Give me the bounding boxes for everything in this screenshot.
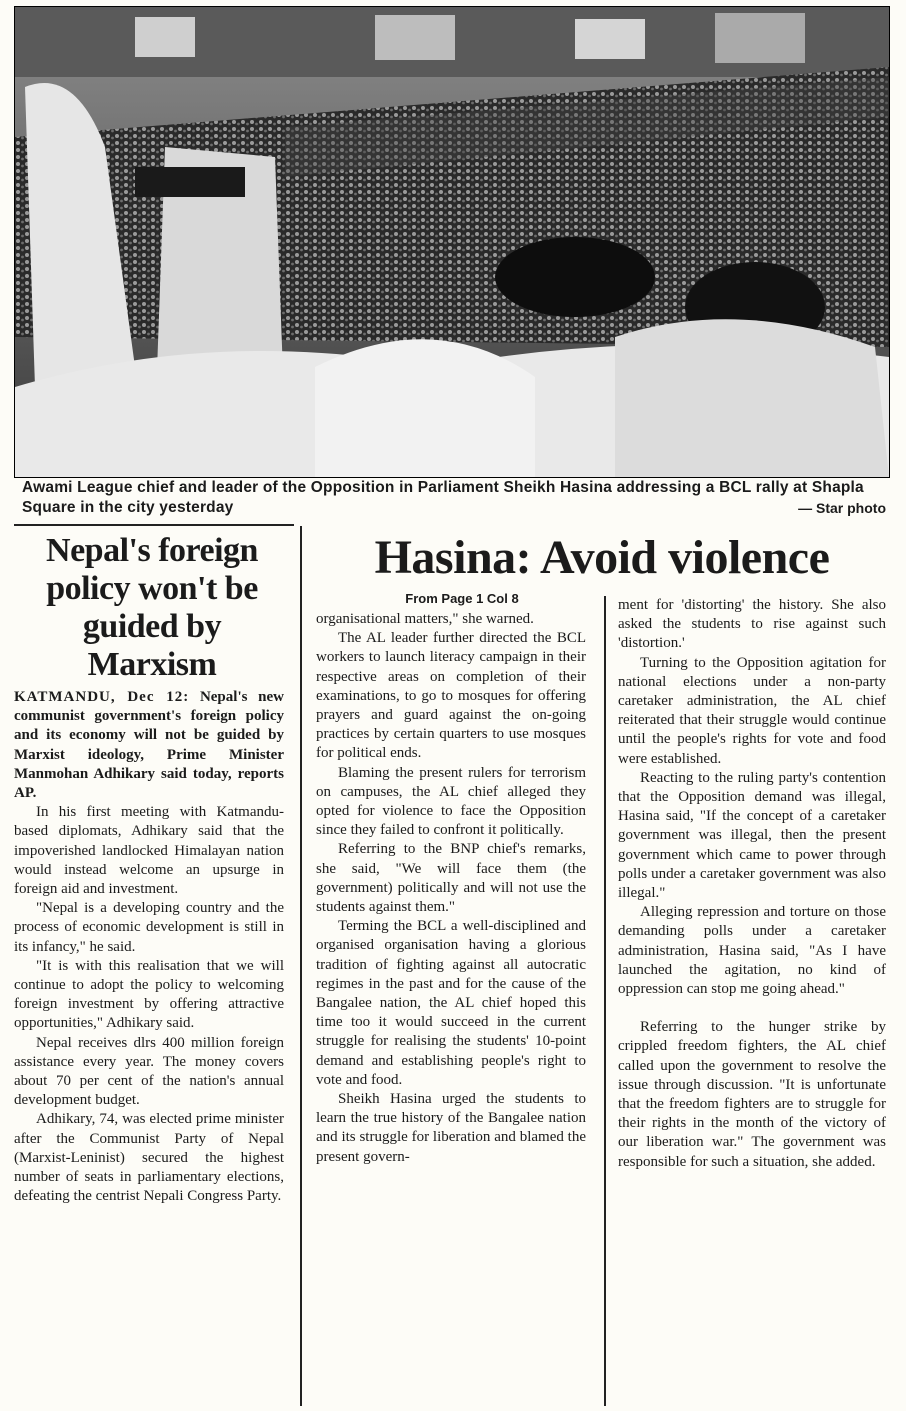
- column-divider: [300, 526, 302, 1406]
- photo-caption: Awami League chief and leader of the Opposition in Parliament Sheikh Hasina addressing a BCL rally at Shapla Square in the city yesterday: [22, 479, 864, 516]
- hasina-headline: Hasina: Avoid violence: [374, 531, 830, 584]
- article-paragraph: Reacting to the ruling party's contention that the Opposition demand was illegal, Hasina said, "If the concept of a caretaker government was illegal, then the present government which came to power through polls under a caretaker government was also illegal.": [618, 769, 886, 902]
- article-paragraph: Blaming the present rulers for terrorism on campuses, the AL chief alleged they opted for violence to face the Opposition since they failed to confront it politically.: [316, 764, 586, 839]
- article-paragraph: Referring to the BNP chief's remarks, she said, "We will face them (the government) politically and will not use the students against them.": [316, 841, 586, 916]
- article-paragraph: Adhikary, 74, was elected prime minister after the Communist Party of Nepal (Marxist-Leninist) secured the highest number of seats in parliamentary elections, defeating the centrist Nepali Congress Party.: [14, 1111, 284, 1205]
- photo-credit: — Star photo: [798, 500, 886, 516]
- column-divider: [604, 596, 606, 1406]
- article-paragraph: The AL leader further directed the BCL workers to launch literacy campaign in their respective areas on completion of their examinations, to go to mosques for offering prayers and guard against the on-going practices by certain quarters to use mosques for political ends.: [316, 630, 586, 762]
- article-paragraph: ment for 'distorting' the history. She also asked the students to rise against such 'distortion.': [618, 597, 886, 652]
- continuation-note: From Page 1 Col 8: [405, 591, 519, 606]
- hasina-article-col2: [618, 596, 886, 1172]
- rally-photo: [14, 6, 890, 478]
- rally-photo-image: [15, 7, 889, 477]
- article-paragraph: Alleging repression and torture on those demanding polls under a caretaker administration, Hasina said, "As I have launched the agitation, no kind of oppression can stop me going ahead.": [618, 904, 886, 998]
- article-paragraph: KATMANDU, Dec 12: Nepal's new communist government's foreign policy and its economy will not be guided by Marxist ideology, Prime Minister Manmohan Adhikary said today, reports AP.: [14, 689, 284, 802]
- article-paragraph: Sheikh Hasina urged the students to learn the true history of the Bangalee nation and its struggle for liberation and blamed the present govern-: [316, 1091, 586, 1165]
- dateline: KATMANDU, Dec 12:: [14, 689, 190, 705]
- nepal-headline: Nepal's foreign policy won't be guided by Marxism: [46, 532, 258, 683]
- article-paragraph: Turning to the Opposition agitation for national elections under a non-party caretaker administration, the AL chief reiterated that their struggle would continue until the people's rights for vote and food were established.: [618, 654, 886, 767]
- article-paragraph: Terming the BCL a well-disciplined and organised organisation having a glorious tradition of fighting against all autocratic regimes in the past and for the cause of the Bangalee nation, the AL chief hoped this time too it would succeed in the current struggle for realising the students' 10-point demand and establishing people's right to vote and food.: [316, 918, 586, 1088]
- article-paragraph: Referring to the hunger strike by crippled freedom fighters, the AL chief called upon the government to resolve the issue through discussion. "It is unfortunate that the freedom fighters are to struggle for their rights in the month of the victory of our liberation war." The government was responsible for such a situation, she added.: [618, 1019, 886, 1170]
- article-paragraph: "Nepal is a developing country and the process of economic development is still in its infancy," he said.: [14, 900, 284, 955]
- article-paragraph: "It is with this realisation that we will continue to adopt the policy to welcoming foreign investment by offering attractive opportunities," Adhikary said.: [14, 957, 284, 1032]
- hasina-article-col1: [316, 588, 586, 1167]
- article-paragraph: organisational matters," she warned.: [316, 611, 534, 627]
- article-paragraph: Nepal receives dlrs 400 million foreign assistance every year. The money covers about 70 per cent of the nation's annual development budget.: [14, 1034, 284, 1109]
- article-paragraph: In his first meeting with Katmandu-based diplomats, Adhikary said that the impoverished landlocked Himalayan nation would instead welcome an upsurge in foreign aid and investment.: [14, 804, 284, 898]
- nepal-article: [14, 688, 284, 1206]
- section-rule: [14, 524, 294, 526]
